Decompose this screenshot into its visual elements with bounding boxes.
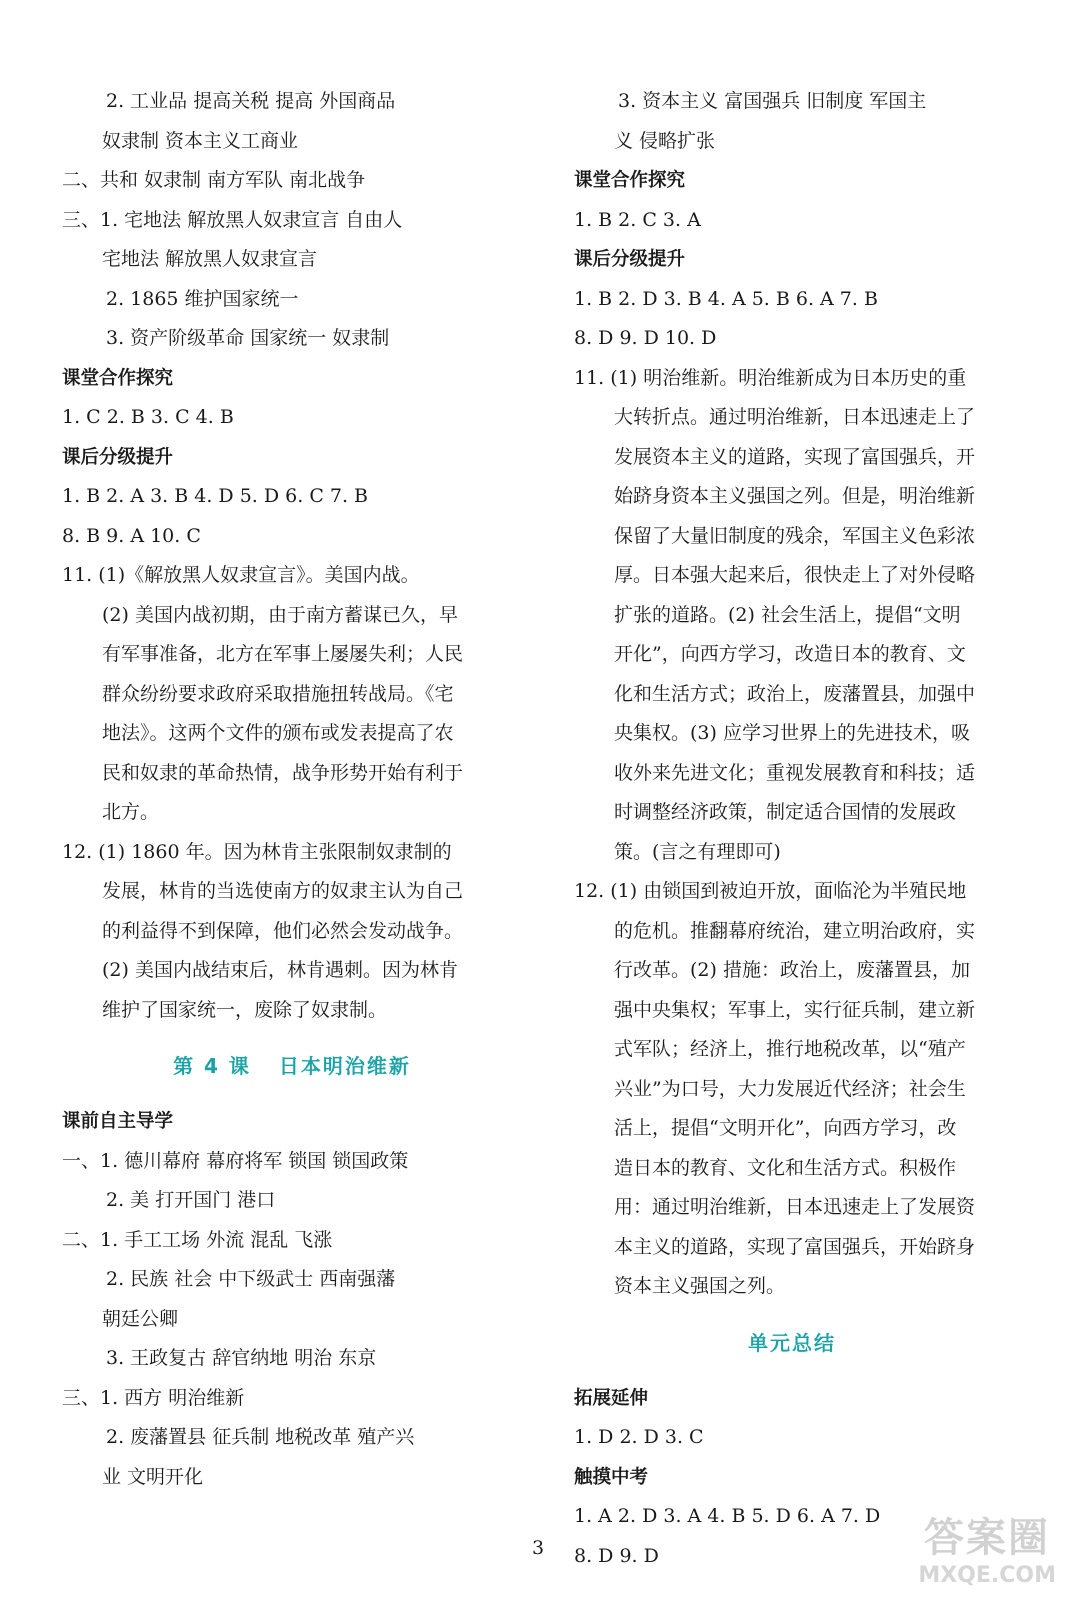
section-heading: 拓展延伸 bbox=[574, 1387, 649, 1409]
answer-line: 策。(言之有理即可) bbox=[614, 840, 781, 863]
answer-line: (2) 美国内战初期，由于南方蓄谋已久，早 bbox=[102, 603, 458, 626]
answer-line: 1. D 2. D 3. C bbox=[574, 1426, 704, 1448]
section-heading: 课后分级提升 bbox=[574, 249, 686, 270]
lesson-4-answer-block bbox=[62, 1102, 522, 1497]
answer-line: 化和生活方式；政治上，废藩置县，加强中 bbox=[614, 682, 976, 705]
answer-line: 北方。 bbox=[102, 801, 160, 823]
lesson-name: 日本明治维新 bbox=[278, 1054, 411, 1078]
answer-line: 2. 美 打开国门 港口 bbox=[106, 1189, 276, 1211]
answer-line: 2. 废藩置县 征兵制 地税改革 殖产兴 bbox=[106, 1426, 415, 1448]
answer-line: (2) 美国内战结束后，林肯遇刺。因为林肯 bbox=[102, 959, 458, 981]
answer-line: 保留了大量旧制度的残余，军国主义色彩浓 bbox=[614, 524, 976, 547]
answer-line: 的利益得不到保障，他们必然会发动战争。 bbox=[102, 919, 464, 942]
answer-line: 民和奴隶的革命热情，战争形势开始有利于 bbox=[102, 761, 464, 784]
answer-line: 2. 工业品 提高关税 提高 外国商品 bbox=[106, 90, 396, 112]
answer-line: 行改革。(2) 措施：政治上，废藩置县，加 bbox=[614, 959, 970, 981]
answer-line: 本主义的道路，实现了富国强兵，开始跻身 bbox=[614, 1235, 976, 1258]
answer-line: 发展，林肯的当选使南方的奴隶主认为自己 bbox=[102, 880, 464, 902]
answer-line: 开化”，向西方学习，改造日本的教育、文 bbox=[614, 643, 966, 665]
answer-line: 奴隶制 资本主义工商业 bbox=[102, 129, 299, 152]
answer-line: 1. B 2. C 3. A bbox=[574, 208, 701, 231]
answer-line: 兴业”为口号，大力发展近代经济；社会生 bbox=[614, 1077, 966, 1100]
answer-line: 发展资本主义的道路，实现了富国强兵，开 bbox=[614, 445, 976, 468]
answer-line: 活上，提倡“文明开化”，向西方学习，改 bbox=[614, 1117, 957, 1139]
section-heading: 课堂合作探究 bbox=[574, 170, 686, 191]
answer-line: 11. (1) 明治维新。明治维新成为日本历史的重 bbox=[574, 366, 967, 389]
answer-line: 1. C 2. B 3. C 4. B bbox=[62, 406, 234, 428]
answer-line: 3. 王政复古 辞官纳地 明治 东京 bbox=[106, 1347, 377, 1369]
answer-line: 3. 资本主义 富国强兵 旧制度 军国主 bbox=[618, 90, 927, 112]
answer-line: 11. (1)《解放黑人奴隶宣言》。美国内战。 bbox=[62, 564, 420, 586]
section-heading: 课后分级提升 bbox=[62, 446, 174, 468]
watermark-brand: 答案圈 bbox=[924, 1515, 1050, 1561]
answer-line: 式军队；经济上，推行地税改革，以“殖产 bbox=[614, 1038, 966, 1060]
left-answer-block bbox=[62, 82, 522, 1030]
right-column bbox=[574, 82, 1010, 1576]
answer-line: 三、1. 西方 明治维新 bbox=[62, 1386, 245, 1409]
answer-line: 义 侵略扩张 bbox=[614, 129, 716, 152]
unit-summary-title: 单元总结 bbox=[748, 1330, 836, 1355]
answer-line: 2. 1865 维护国家统一 bbox=[106, 287, 299, 310]
answer-line: 8. D 9. D 10. D bbox=[574, 327, 717, 349]
answer-line: 用：通过明治维新，日本迅速走上了发展资 bbox=[614, 1196, 976, 1218]
answer-line: 业 文明开化 bbox=[102, 1465, 204, 1488]
lesson-number: 第 4 课 bbox=[173, 1054, 251, 1078]
answer-line: 2. 民族 社会 中下级武士 西南强藩 bbox=[106, 1268, 396, 1290]
answer-line: 1. B 2. A 3. B 4. D 5. D 6. C 7. B bbox=[62, 485, 369, 507]
watermark-url: MXQE.COM bbox=[918, 1563, 1056, 1588]
answer-line: 维护了国家统一，废除了奴隶制。 bbox=[102, 998, 388, 1021]
answer-line: 12. (1) 由锁国到被迫开放，面临沦为半殖民地 bbox=[574, 880, 967, 902]
answer-line: 一、1. 德川幕府 幕府将军 锁国 锁国政策 bbox=[62, 1149, 409, 1172]
answer-line: 群众纷纷要求政府采取措施扭转战局。《宅 bbox=[102, 682, 454, 705]
answer-line: 央集权。(3) 应学习世界上的先进技术，吸 bbox=[614, 722, 970, 744]
answer-line: 资本主义强国之列。 bbox=[614, 1275, 786, 1297]
answer-line: 1. B 2. D 3. B 4. A 5. B 6. A 7. B bbox=[574, 287, 878, 310]
answer-line: 造日本的教育、文化和生活方式。积极作 bbox=[614, 1156, 957, 1179]
answer-line: 三、1. 宅地法 解放黑人奴隶宣言 自由人 bbox=[62, 208, 403, 231]
answer-line: 厚。日本强大起来后，很快走上了对外侵略 bbox=[614, 564, 976, 586]
answer-line: 宅地法 解放黑人奴隶宣言 bbox=[102, 248, 318, 270]
answer-line: 时调整经济政策，制定适合国情的发展政 bbox=[614, 801, 957, 823]
answer-line: 8. D 9. D bbox=[574, 1544, 659, 1567]
answer-line: 收外来先进文化；重视发展教育和科技；适 bbox=[614, 761, 976, 784]
answer-line: 3. 资产阶级革命 国家统一 奴隶制 bbox=[106, 327, 390, 349]
watermark-logo bbox=[886, 1506, 1056, 1588]
answer-line: 二、1. 手工工场 外流 混乱 飞涨 bbox=[62, 1228, 333, 1251]
section-heading: 触摸中考 bbox=[574, 1466, 649, 1488]
answer-line: 8. B 9. A 10. C bbox=[62, 524, 201, 547]
answer-line: 强中央集权；军事上，实行征兵制，建立新 bbox=[614, 998, 976, 1021]
answer-line: 有军事准备，北方在军事上屡屡失利；人民 bbox=[102, 643, 464, 665]
lesson-title bbox=[62, 1030, 522, 1102]
section-heading: 课堂合作探究 bbox=[62, 367, 174, 389]
page-number: 3 bbox=[531, 1537, 545, 1559]
section-heading: 课前自主导学 bbox=[62, 1111, 174, 1132]
answer-line: 二、共和 奴隶制 南方军队 南北战争 bbox=[62, 169, 366, 191]
answer-line: 的危机。推翻幕府统治，建立明治政府，实 bbox=[614, 919, 976, 942]
answer-line: 1. A 2. D 3. A 4. B 5. D 6. A 7. D bbox=[574, 1505, 881, 1527]
answer-line: 地法》。这两个文件的颁布或发表提高了农 bbox=[102, 722, 454, 744]
answer-line: 扩张的道路。(2) 社会生活上，提倡“文明 bbox=[614, 603, 961, 626]
answer-line: 12. (1) 1860 年。因为林肯主张限制奴隶制的 bbox=[62, 840, 452, 863]
answer-line: 始跻身资本主义强国之列。但是，明治维新 bbox=[614, 485, 976, 507]
right-answer-block bbox=[574, 82, 1010, 1307]
answer-line: 大转折点。通过明治维新，日本迅速走上了 bbox=[614, 406, 976, 428]
left-column bbox=[62, 82, 522, 1497]
answer-line: 朝廷公卿 bbox=[102, 1307, 179, 1330]
